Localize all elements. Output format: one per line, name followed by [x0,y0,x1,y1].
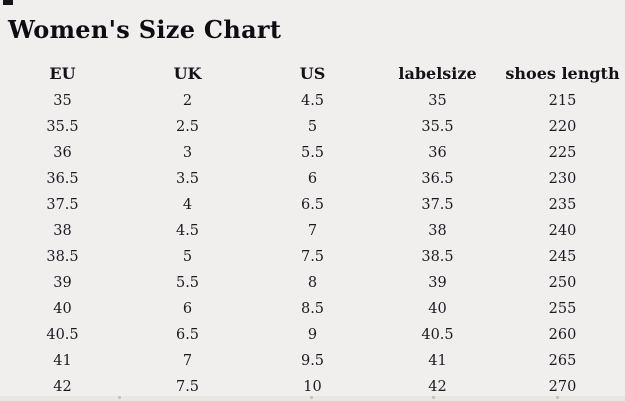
cutoff-mark [118,396,121,399]
table-cell: 38 [428,223,447,239]
table-cell: 3 [182,145,193,161]
table-cell: 5.5 [300,145,325,161]
table-cell: 8 [307,275,318,291]
header-row [0,58,625,88]
table-cell: 6.5 [175,327,200,343]
table-cell: 265 [548,353,577,369]
table-cell: 245 [548,249,577,265]
table-cell: 40 [428,301,447,317]
cutoff-mark [432,396,435,399]
table-cell: 250 [548,275,577,291]
table-cell: 35.5 [421,119,454,135]
table-cell: 36 [428,145,447,161]
table-cell: 7.5 [175,379,200,395]
table-cell: 35 [53,93,72,109]
header-cell-eu: EU [49,63,76,83]
table-row [0,114,625,140]
table-row [0,348,625,374]
table-cell: 235 [548,197,577,213]
table-cell: 4.5 [175,223,200,239]
table-cell: 5 [182,249,193,265]
table-cell: 5.5 [175,275,200,291]
table-cell: 39 [428,275,447,291]
table-row [0,166,625,192]
table-cell: 36.5 [46,171,79,187]
table-cell: 36 [53,145,72,161]
page-title: Women's Size Chart [8,15,282,44]
table-cell: 4.5 [300,93,325,109]
table-cell: 40 [53,301,72,317]
table-cell: 4 [182,197,193,213]
table-cell: 38.5 [46,249,79,265]
table-cell: 6 [307,171,318,187]
table-cell: 42 [428,379,447,395]
corner-artifact [3,0,13,5]
table-cell: 35.5 [46,119,79,135]
table-cell: 41 [53,353,72,369]
table-cell: 5 [307,119,318,135]
table-cell: 220 [548,119,577,135]
table-cell: 9 [307,327,318,343]
table-cell: 38 [53,223,72,239]
table-cell: 6 [182,301,193,317]
table-row [0,192,625,218]
table-cell: 42 [53,379,72,395]
table-cell: 260 [548,327,577,343]
table-cell: 36.5 [421,171,454,187]
header-cell-uk: UK [173,63,202,83]
header-cell-us: US [299,63,326,83]
table-cell: 41 [428,353,447,369]
table-cell: 6.5 [300,197,325,213]
header-cell-shoes-length: shoes length [505,63,620,83]
table-cell: 10 [303,379,322,395]
table-cell: 7 [307,223,318,239]
table-row [0,322,625,348]
table-cell: 7.5 [300,249,325,265]
table-cell: 37.5 [46,197,79,213]
table-cell: 7 [182,353,193,369]
table-cell: 3.5 [175,171,200,187]
table-row [0,244,625,270]
table-cell: 2 [182,93,193,109]
table-cell: 40.5 [46,327,79,343]
table-cell: 39 [53,275,72,291]
table-cell: 240 [548,223,577,239]
table-cell: 2.5 [175,119,200,135]
table-row [0,88,625,114]
table-row [0,218,625,244]
table-row [0,140,625,166]
cutoff-mark [556,396,559,399]
table-cell: 255 [548,301,577,317]
table-row [0,296,625,322]
size-chart-table [0,58,625,400]
cutoff-row-strip [0,396,625,401]
table-row [0,270,625,296]
table-cell: 38.5 [421,249,454,265]
cutoff-mark [310,396,313,399]
table-cell: 35 [428,93,447,109]
table-cell: 270 [548,379,577,395]
table-cell: 9.5 [300,353,325,369]
table-cell: 8.5 [300,301,325,317]
table-cell: 37.5 [421,197,454,213]
table-cell: 225 [548,145,577,161]
table-cell: 230 [548,171,577,187]
table-cell: 215 [548,93,577,109]
table-cell: 40.5 [421,327,454,343]
header-cell-labelsize: labelsize [398,63,477,83]
